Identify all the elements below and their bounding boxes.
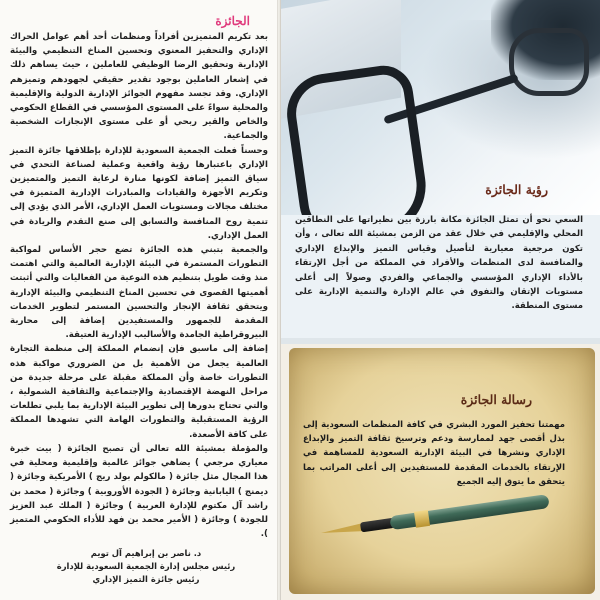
glasses-photo bbox=[281, 0, 600, 215]
signature-block bbox=[36, 547, 256, 586]
award-paragraph: والمؤملة بمشيئة الله تعالى أن تصبح الجائزة ( بيت خبرة معياري مرجعي ) يضاهي جوائز عالمية وإقليمية ومحلية في هذا المجال مثل جائزة ( مالكولم بولد ريج ) الأمريكية وجائزة ( ديمنج ) اليابانية وجائزة ( الجودة الأوروبية ) وجائزة ( محمد بن راشد آل مكتوم للإدارة العربية ) وجائزة ( الملك عبد العزيز للجودة ) وجائزة ( الأمير محمد بن فهد للأداء الحكومي المتميز ). bbox=[10, 443, 268, 540]
message-text: مهمتنا تحفيز المورد البشري في كافة المنظمات السعودية إلى بذل أقصى جهد لممارسة ودعم وترسيخ ثقافة التميز والإبداع الإداري ونشرها في البيئة الإدارية السعودية للمساهمة في الإرتقاء بالخدمات المقدمة للمستفيدين إلى أعلى المراتب بما يتحقق ما يتوق إليه الجميع bbox=[303, 420, 565, 487]
signature-title-award: رئيس جائزة التميز الإداري bbox=[92, 574, 200, 584]
vision-panel bbox=[281, 0, 600, 338]
glasses-lens-far bbox=[509, 28, 589, 96]
award-paragraph: إضافة إلى ماسبق فإن إنضمام المملكة إلى منظمة التجارة العالمية يجعل من الأهمية بل من الضروري مواكبة هذه التطورات خاصة وأن المملكة مقبلة على مرحلة جديدة من مراحل النهضة الإقتصادية والإجتماعية والثقافية الشمولية ، والتي تحتاج بدورها إلى تطوير البيئة الإدارية بما يلبي تطلعات الرؤية المستقبلية والتطورات الهامة التي تشهدها المملكة على كافة الأصعدة. bbox=[10, 344, 268, 440]
signature-title-association: رئيس مجلس إدارة الجمعية السعودية للإدارة bbox=[56, 561, 236, 571]
message-panel bbox=[281, 344, 600, 600]
glasses-lens-near bbox=[282, 62, 432, 215]
award-paragraph: بعد تكريم المتميزين أفراداً ومنظمات أحد أهم عوامل الحراك الإداري والتحفيز المعنوي وتحسين المناخ التنظيمي والبيئة الإدارية وتحقيق الرضا الوظيفي للعاملين ، حيث يساهم ذلك في إشعار العاملين بوجود تقدير حقيقي لجهودهم وتميزهم الإداري. وقد تجسد مفهوم الجوائز الإدارية الدولية والإقليمية والمحلية سواءً على المستوى المؤسسي في القطاع الحكومي والخاص والقير ربحي أو على مستوى الإنجازات الشخصية والجماعية. bbox=[10, 32, 268, 142]
signature-name: د. ناصر بن إبراهيم آل تويم bbox=[90, 548, 202, 558]
vision-text: السعي نحو أن تمثل الجائزة مكانة بارزة بين نظيراتها على النطاقين المحلي والإقليمي في خلال عقد من الزمن بمشيئة الله تعالى ، وأن تكون مرجعية معيارية لتأصيل وقياس التميز والإبداع الإداري والمنافسة لدى المنظمات والأفراد في المملكة من أجل الإرتقاء بالأداء الإداري المؤسسي والجماعي والفردي وصولاً إلى أعلى مستويات الإتقان والتفوق في عالم الإدارة والتنمية الإدارية على مستوى المنطقة. bbox=[295, 215, 583, 312]
award-paragraph: وحسناً فعلت الجمعية السعودية للإدارة بإطلاقها جائزة التميز الإداري باعتبارها رؤية واقعية وعملية لصناعة التحدي في سياق التميز إضافة لكونها منارة لرعاية التميز والمتميزين وتكريم الأجهزة والقيادات والمبادرات الإدارية المتميزة في مختلف مجالات ومستويات العمل الإداري، الأمر الذي يؤدي إلى تنمية روح المنافسة والتسابق إلى صنع التقدم والريادة في العمل الإداري. bbox=[10, 145, 268, 241]
award-heading: الجائزة bbox=[215, 14, 250, 28]
message-heading: رسالة الجائزة bbox=[460, 392, 532, 407]
vision-heading: رؤية الجائزة bbox=[485, 182, 548, 197]
award-paragraph: والجمعية بتبني هذه الجائزة تضع حجر الأساس لمواكبة التطورات المستمرة في البيئة الإدارية العالمية والتي اهتمت منذ وقت طويل بتنظيم هذه النوعية من الفعاليات والتي أثبتت أهميتها القصوى في تحسين المناخ التنظيمي والبيئة الإدارية ويتحقق ثقافة الإنجاز والتحسين المستمر لتطوير الخدمات المقدمة للجمهور والمستفيدين إضافة إلى محاربة البيروقراطية الجامدة والأساليب الإدارية العتيقة. bbox=[10, 245, 268, 341]
award-column bbox=[0, 0, 278, 600]
